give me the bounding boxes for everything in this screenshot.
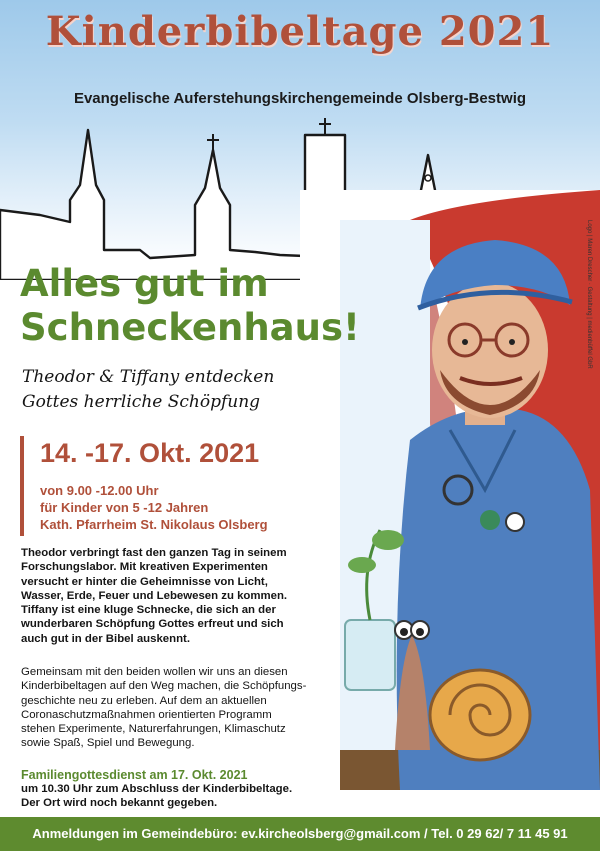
text-line: Kinderbibeltagen auf den Weg machen, die Schöpfungs- (21, 680, 307, 693)
service-time: um 10.30 Uhr zum Abschluss der Kinderbibeltage. (21, 783, 293, 795)
event-info (40, 482, 268, 533)
family-service (21, 768, 341, 810)
illustration-credit: Logo | Maren Drescher · Gestaltung | medienbüffel GbR (586, 220, 592, 369)
description-paragraph-1 (21, 546, 341, 646)
text-line: Coronaschutzmaßnahmen orientierten Programm (21, 708, 272, 721)
tagline-line-1: Theodor & Tiffany entdecken (22, 367, 275, 387)
head (432, 282, 548, 418)
text-line: auch gut in der Bibel auskennt. (21, 632, 190, 645)
text-line: wunderbaren Schöpfung Gottes erfreut und sich (21, 618, 284, 631)
tagline-line-2: Gottes herrliche Schöpfung (22, 392, 261, 412)
text-line: Theodor verbringt fast den ganzen Tag in seinem (21, 547, 287, 559)
event-details (20, 436, 314, 536)
text-line: Gemeinsam mit den beiden wollen wir uns an diesen (21, 666, 288, 678)
description-paragraph-2 (21, 665, 341, 751)
event-time: von 9.00 -12.00 Uhr (40, 483, 159, 498)
text-line: Wasser, Erde, Feuer und Lebewesen zu kommen. (21, 589, 288, 602)
event-audience: für Kinder von 5 -12 Jahren (40, 500, 209, 515)
motto-line-2: Schneckenhaus! (20, 306, 360, 349)
service-location-note: Der Ort wird noch bekannt gegeben. (21, 797, 218, 809)
text-line: stehen Experimente, Naturerfahrungen, Klimaschutz (21, 723, 286, 736)
tagline (22, 365, 322, 415)
registration-contact: Anmeldungen im Gemeindebüro: ev.kircheolsberg@gmail.com / Tel. 0 29 62/ 7 11 45 91 (32, 826, 568, 841)
motto-line-1: Alles gut im (20, 262, 269, 305)
text-line: versucht er hinter die Geheimnisse von Licht, (21, 575, 268, 588)
registration-footer (0, 817, 600, 851)
text-line: Tiffany ist eine kluge Schnecke, die sich an der (21, 604, 276, 617)
event-location: Kath. Pfarrheim St. Nikolaus Olsberg (40, 517, 268, 532)
text-line: geschichte neu zu erleben. Auf dem an aktuellen (21, 694, 267, 707)
motto-headline (20, 262, 360, 350)
parish-name: Evangelische Auferstehungskirchengemeinde Olsberg-Bestwig (73, 90, 527, 107)
text-line: Forschungslabor. Mit kreativen Experimenten (21, 561, 268, 574)
text-line: sowie Spaß, Spiel und Bewegung. (21, 737, 195, 750)
event-dates: 14. -17. Okt. 2021 (40, 438, 260, 468)
service-title: Familiengottesdienst am 17. Okt. 2021 (21, 768, 248, 782)
page-title: Kinderbibeltage 2021 (45, 8, 555, 55)
